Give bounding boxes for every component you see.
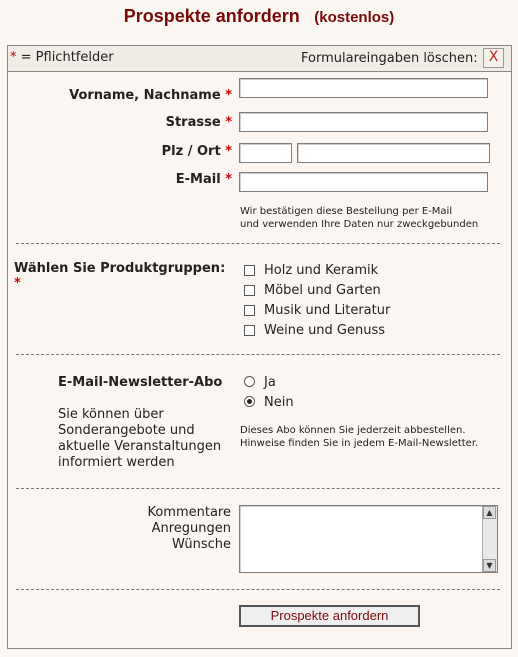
close-icon: X	[488, 49, 499, 65]
street-label-text: Strasse	[165, 115, 221, 130]
scroll-down-icon[interactable]: ▼	[483, 559, 496, 572]
radio-nein[interactable]	[244, 396, 255, 407]
email-input[interactable]	[239, 172, 488, 192]
option-musik: Musik und Literatur	[264, 303, 391, 318]
products-required-star: *	[14, 276, 21, 291]
comments-label: Kommentare Anregungen Wünsche	[147, 505, 231, 552]
newsletter-description: Sie können über Sonderangebote und aktuelle Veranstaltungen informiert werden	[58, 407, 222, 470]
city-required-star: *	[225, 144, 232, 159]
city-label-text: Plz / Ort	[161, 144, 221, 159]
email-label-text: E-Mail	[175, 172, 221, 187]
checkbox-holz[interactable]	[244, 265, 255, 276]
street-required-star: *	[225, 115, 232, 130]
divider	[16, 589, 500, 590]
city-input[interactable]	[297, 143, 490, 163]
zip-input[interactable]	[239, 143, 292, 163]
email-required-star: *	[225, 172, 232, 187]
email-note: Wir bestätigen diese Bestellung per E-Mail und verwenden Ihre Daten nur zweckgebunden	[240, 206, 479, 230]
required-text: = Pflichtfelder	[20, 50, 114, 65]
email-label	[20, 172, 232, 187]
required-marker: *	[10, 50, 17, 65]
radio-nein-label: Nein	[264, 395, 294, 410]
name-input[interactable]	[239, 78, 488, 98]
required-legend	[10, 50, 114, 65]
comments-textarea[interactable]	[239, 505, 498, 573]
street-input[interactable]	[239, 112, 488, 132]
products-label	[14, 261, 234, 291]
street-label	[20, 115, 232, 130]
comments-scrollbar[interactable]	[482, 506, 497, 572]
checkbox-musik[interactable]	[244, 305, 255, 316]
radio-ja-label: Ja	[264, 375, 276, 390]
city-label	[20, 144, 232, 159]
option-moebel: Möbel und Garten	[264, 283, 381, 298]
title-sub: (kostenlos)	[314, 9, 395, 26]
divider	[16, 243, 500, 244]
radio-ja[interactable]	[244, 376, 255, 387]
title-main: Prospekte anfordern	[123, 6, 300, 26]
option-holz: Holz und Keramik	[264, 263, 379, 278]
clear-form-button[interactable]	[483, 48, 504, 68]
name-label-text: Vorname, Nachname	[69, 88, 221, 103]
name-label	[20, 88, 232, 103]
newsletter-label: E-Mail-Newsletter-Abo	[58, 375, 223, 390]
newsletter-note: Dieses Abo können Sie jederzeit abbestellen. Hinweise finden Sie in jedem E-Mail-Newsletter.	[240, 425, 479, 449]
option-weine: Weine und Genuss	[264, 323, 386, 338]
name-required-star: *	[225, 88, 232, 103]
scroll-up-icon[interactable]: ▲	[483, 506, 496, 519]
clear-form-label: Formulareingaben löschen:	[301, 51, 478, 66]
submit-button[interactable]: Prospekte anfordern	[239, 605, 420, 627]
checkbox-weine[interactable]	[244, 325, 255, 336]
divider	[16, 488, 500, 489]
products-label-text: Wählen Sie Produktgruppen:	[14, 261, 226, 276]
checkbox-moebel[interactable]	[244, 285, 255, 296]
divider	[16, 354, 500, 355]
page-title	[0, 6, 518, 27]
